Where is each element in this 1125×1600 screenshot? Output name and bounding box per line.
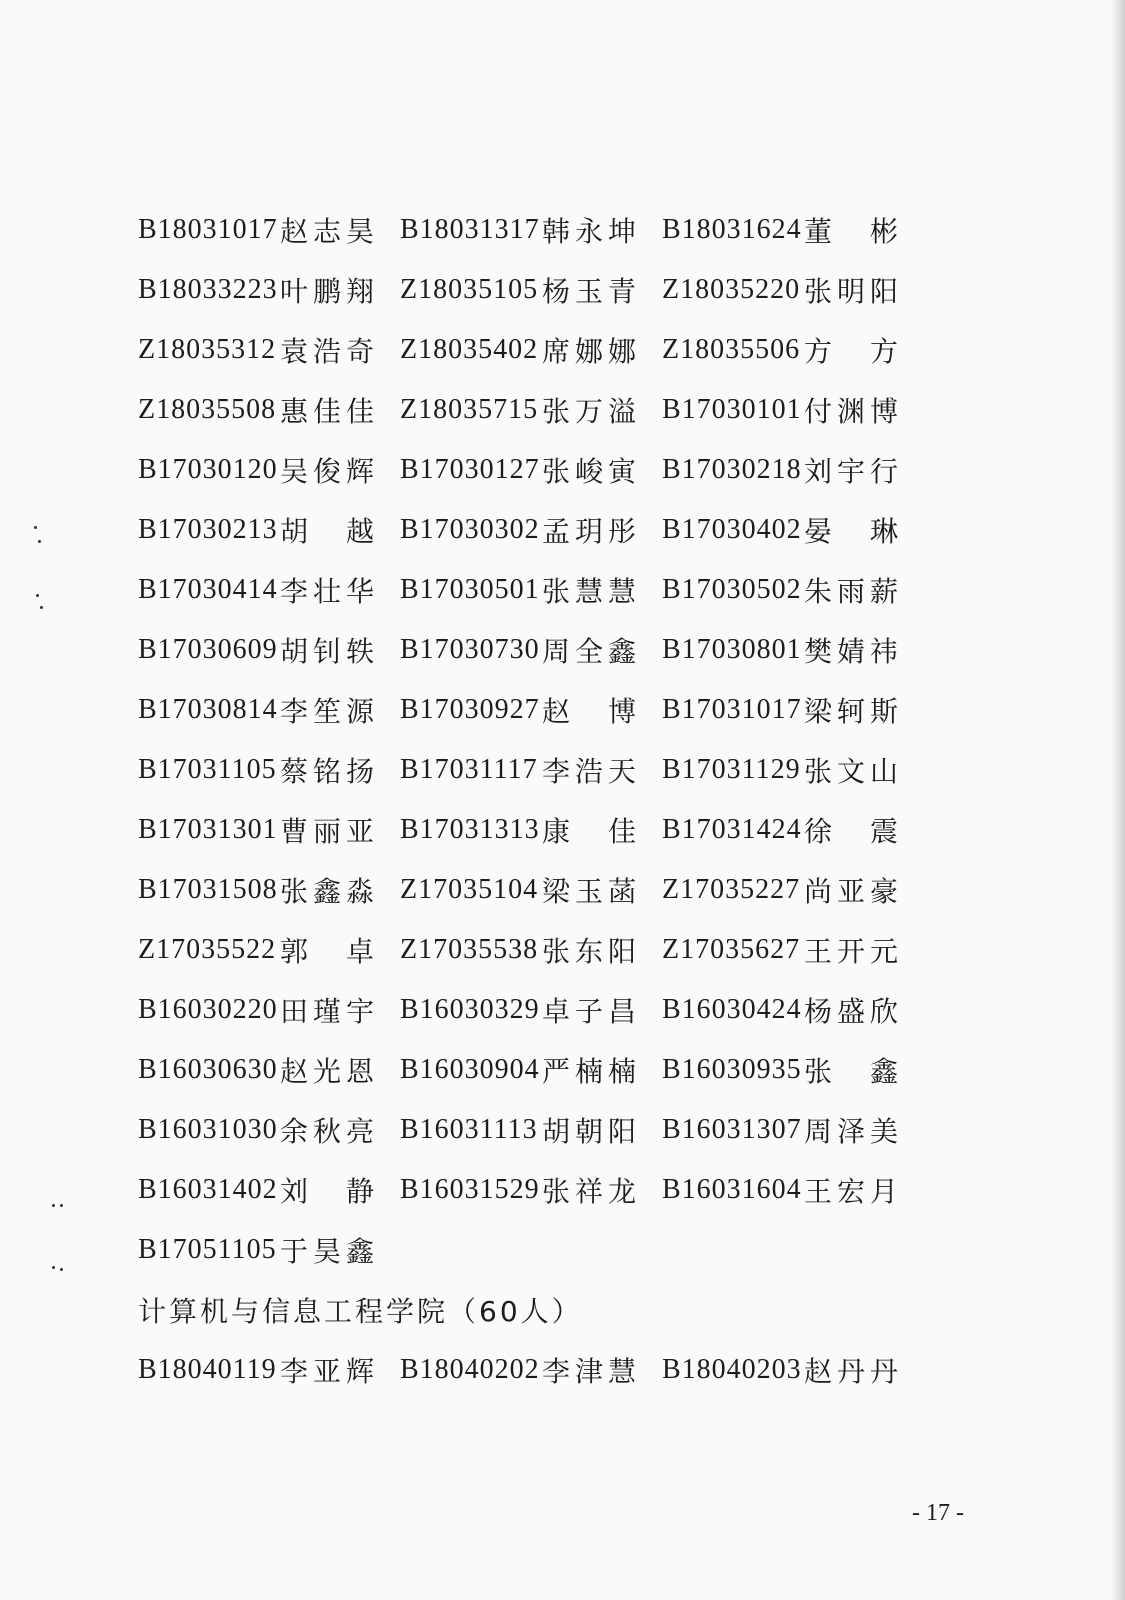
list-entry — [138, 1050, 400, 1090]
student-name: 李浩天 — [542, 755, 636, 788]
student-id: B16030424 — [662, 994, 802, 1025]
student-name: 蔡铭扬 — [280, 755, 374, 788]
student-name: 刘宇行 — [804, 455, 898, 488]
list-entry — [400, 330, 662, 370]
list-row — [138, 260, 918, 320]
list-entry — [662, 1050, 912, 1090]
student-id: Z18035506 — [662, 334, 801, 365]
student-name: 徐震 — [804, 815, 898, 848]
list-entry — [138, 1170, 400, 1210]
list-entry — [662, 870, 912, 910]
list-entry — [662, 750, 912, 790]
student-name: 梁轲斯 — [804, 695, 898, 728]
list-entry — [400, 690, 662, 730]
scan-speck — [60, 1268, 63, 1271]
student-id: B17031508 — [138, 874, 278, 905]
list-entry — [662, 270, 912, 310]
name-list — [138, 200, 918, 1400]
student-name: 张鑫淼 — [280, 875, 374, 908]
student-id: B17031313 — [400, 814, 540, 845]
list-entry — [138, 570, 400, 610]
list-entry — [400, 450, 662, 490]
student-name: 郭卓 — [280, 935, 374, 968]
list-entry — [138, 450, 400, 490]
scan-speck — [60, 1204, 63, 1207]
student-id: B17030801 — [662, 634, 802, 665]
list-entry — [662, 510, 912, 550]
list-entry — [662, 1170, 912, 1210]
list-entry — [662, 390, 912, 430]
list-entry — [138, 510, 400, 550]
list-row — [138, 860, 918, 920]
student-id: B18031017 — [138, 214, 278, 245]
list-entry — [400, 930, 662, 970]
student-id: B17030218 — [662, 454, 802, 485]
student-name: 余秋亮 — [280, 1115, 374, 1148]
student-name: 李亚辉 — [280, 1355, 374, 1388]
student-id: B18040203 — [662, 1354, 802, 1385]
list-entry — [662, 570, 912, 610]
student-name: 曹丽亚 — [280, 815, 374, 848]
list-entry — [400, 390, 662, 430]
student-name: 赵博 — [542, 695, 636, 728]
student-name: 吴俊辉 — [280, 455, 374, 488]
list-row — [138, 740, 918, 800]
student-id: Z18035402 — [400, 334, 539, 365]
list-entry — [138, 270, 400, 310]
list-row — [138, 1220, 918, 1280]
student-id: B16031307 — [662, 1114, 802, 1145]
student-id: B17031301 — [138, 814, 278, 845]
list-row — [138, 440, 918, 500]
student-name: 张峻寅 — [542, 455, 636, 488]
student-name: 赵丹丹 — [804, 1355, 898, 1388]
list-row — [138, 1340, 918, 1400]
student-name: 付渊博 — [804, 395, 898, 428]
student-name: 王开元 — [804, 935, 898, 968]
list-row — [138, 680, 918, 740]
student-name: 卓子昌 — [542, 995, 636, 1028]
student-id: B16030329 — [400, 994, 540, 1025]
student-name: 张慧慧 — [542, 575, 636, 608]
student-id: B17031117 — [400, 754, 538, 785]
list-row — [138, 1160, 918, 1220]
student-name: 周泽美 — [804, 1115, 898, 1148]
student-id: B17030414 — [138, 574, 278, 605]
student-name: 席娜娜 — [542, 335, 636, 368]
student-name: 李津慧 — [542, 1355, 636, 1388]
student-id: Z17035227 — [662, 874, 801, 905]
student-name: 张明阳 — [804, 275, 898, 308]
student-name: 梁玉菡 — [542, 875, 636, 908]
student-name: 袁浩奇 — [280, 335, 374, 368]
list-entry — [138, 930, 400, 970]
student-name: 康佳 — [542, 815, 636, 848]
list-row — [138, 800, 918, 860]
list-entry — [138, 1110, 400, 1150]
student-name: 张鑫 — [804, 1055, 898, 1088]
list-row — [138, 560, 918, 620]
list-row — [138, 200, 918, 260]
student-name: 于昊鑫 — [280, 1235, 374, 1268]
student-name: 方方 — [804, 335, 898, 368]
student-id: B16031402 — [138, 1174, 278, 1205]
scan-speck — [34, 526, 37, 529]
list-entry — [662, 690, 912, 730]
page-number: - 17 - — [912, 1500, 964, 1526]
student-id: B18031624 — [662, 214, 802, 245]
student-id: Z18035715 — [400, 394, 539, 425]
student-name: 张东阳 — [542, 935, 636, 968]
list-entry — [662, 990, 912, 1030]
list-row — [138, 320, 918, 380]
student-name: 樊婧祎 — [804, 635, 898, 668]
student-id: B16031113 — [400, 1114, 538, 1145]
student-id: B16030935 — [662, 1054, 802, 1085]
student-name: 杨盛欣 — [804, 995, 898, 1028]
list-entry — [400, 1050, 662, 1090]
student-id: B17051105 — [138, 1234, 277, 1265]
section-heading: 计算机与信息工程学院（60人） — [138, 1295, 583, 1328]
list-row — [138, 380, 918, 440]
list-entry — [138, 810, 400, 850]
student-id: B17030609 — [138, 634, 278, 665]
list-entry — [138, 210, 400, 250]
list-entry — [400, 1110, 662, 1150]
student-id: B16030220 — [138, 994, 278, 1025]
student-id: Z18035312 — [138, 334, 277, 365]
student-name: 周全鑫 — [542, 635, 636, 668]
student-id: B17030213 — [138, 514, 278, 545]
student-id: B17030814 — [138, 694, 278, 725]
list-entry — [662, 630, 912, 670]
student-name: 赵志昊 — [280, 215, 374, 248]
list-entry — [138, 390, 400, 430]
list-row — [138, 920, 918, 980]
list-entry — [400, 990, 662, 1030]
student-id: B18040202 — [400, 1354, 540, 1385]
student-id: Z17035104 — [400, 874, 539, 905]
student-name: 胡钊轶 — [280, 635, 374, 668]
scan-speck — [38, 540, 41, 543]
student-name: 王宏月 — [804, 1175, 898, 1208]
student-id: B17030502 — [662, 574, 802, 605]
student-id: B17030730 — [400, 634, 540, 665]
list-entry — [138, 330, 400, 370]
student-id: B17030127 — [400, 454, 540, 485]
student-id: B17031017 — [662, 694, 802, 725]
student-name: 李笙源 — [280, 695, 374, 728]
student-name: 杨玉青 — [542, 275, 636, 308]
student-id: B17030501 — [400, 574, 540, 605]
student-id: Z18035508 — [138, 394, 277, 425]
scan-speck — [36, 594, 39, 597]
student-id: B17030120 — [138, 454, 278, 485]
student-id: B18033223 — [138, 274, 278, 305]
student-id: B16030904 — [400, 1054, 540, 1085]
student-id: B17030927 — [400, 694, 540, 725]
student-name: 李壮华 — [280, 575, 374, 608]
student-name: 孟玥彤 — [542, 515, 636, 548]
list-entry — [400, 270, 662, 310]
list-entry — [138, 870, 400, 910]
list-entry — [138, 690, 400, 730]
student-id: Z17035627 — [662, 934, 801, 965]
list-row — [138, 500, 918, 560]
list-entry — [662, 450, 912, 490]
student-name: 胡越 — [280, 515, 374, 548]
list-entry — [138, 630, 400, 670]
list-entry — [400, 630, 662, 670]
list-row — [138, 1040, 918, 1100]
student-name: 晏琳 — [804, 515, 898, 548]
list-entry — [400, 1170, 662, 1210]
list-entry — [662, 930, 912, 970]
list-entry — [400, 570, 662, 610]
list-entry — [662, 330, 912, 370]
scan-speck — [52, 1204, 55, 1207]
student-id: B18040119 — [138, 1354, 277, 1385]
list-entry — [400, 750, 662, 790]
student-name: 韩永坤 — [542, 215, 636, 248]
student-id: B17030302 — [400, 514, 540, 545]
list-row — [138, 980, 918, 1040]
student-name: 张祥龙 — [542, 1175, 636, 1208]
list-entry — [400, 810, 662, 850]
student-name: 董彬 — [804, 215, 898, 248]
list-row — [138, 620, 918, 680]
student-id: B17031424 — [662, 814, 802, 845]
list-entry — [662, 1110, 912, 1150]
page-edge-shadow — [1111, 0, 1125, 1600]
student-id: B17031129 — [662, 754, 801, 785]
list-row — [138, 1100, 918, 1160]
student-name: 赵光恩 — [280, 1055, 374, 1088]
list-entry — [400, 1350, 662, 1390]
student-id: Z18035220 — [662, 274, 801, 305]
student-name: 张文山 — [804, 755, 898, 788]
student-name: 张万溢 — [542, 395, 636, 428]
student-id: Z17035522 — [138, 934, 277, 965]
scan-speck — [52, 1266, 55, 1269]
list-entry — [662, 810, 912, 850]
list-entry — [400, 870, 662, 910]
list-entry — [400, 510, 662, 550]
student-id: B16031604 — [662, 1174, 802, 1205]
student-id: Z18035105 — [400, 274, 539, 305]
student-id: B16030630 — [138, 1054, 278, 1085]
student-name: 朱雨薪 — [804, 575, 898, 608]
student-name: 胡朝阳 — [542, 1115, 636, 1148]
student-name: 严楠楠 — [542, 1055, 636, 1088]
student-name: 叶鹏翔 — [280, 275, 374, 308]
list-entry — [138, 750, 400, 790]
student-id: B17030402 — [662, 514, 802, 545]
scan-speck — [40, 606, 43, 609]
student-id: B16031030 — [138, 1114, 278, 1145]
list-entry — [400, 210, 662, 250]
student-id: B16031529 — [400, 1174, 540, 1205]
student-name: 尚亚豪 — [804, 875, 898, 908]
student-id: B18031317 — [400, 214, 540, 245]
student-name: 田瑾宇 — [280, 995, 374, 1028]
student-id: Z17035538 — [400, 934, 539, 965]
list-entry — [662, 1350, 912, 1390]
student-name: 刘静 — [280, 1175, 374, 1208]
list-entry — [662, 210, 912, 250]
list-entry — [138, 1230, 400, 1270]
list-entry — [138, 1350, 400, 1390]
student-name: 惠佳佳 — [280, 395, 374, 428]
student-id: B17030101 — [662, 394, 802, 425]
list-entry — [138, 990, 400, 1030]
student-id: B17031105 — [138, 754, 277, 785]
